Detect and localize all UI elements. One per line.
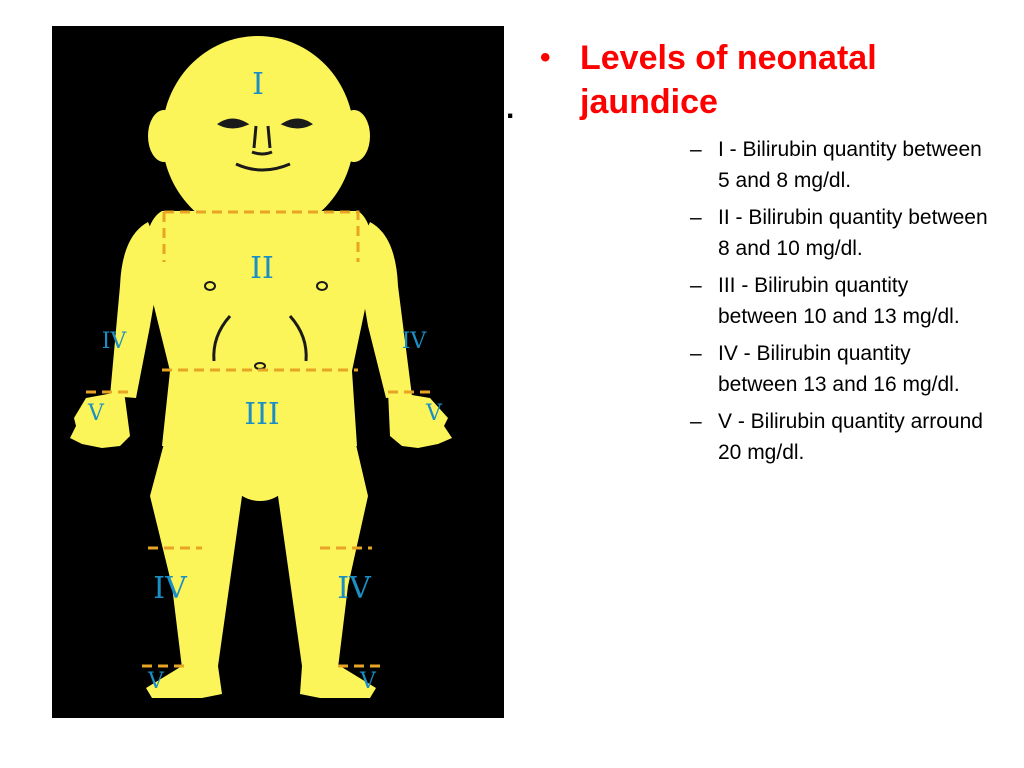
- dash-marker: –: [690, 274, 702, 297]
- zone-label-right-hand: V: [426, 401, 442, 426]
- jaundice-levels-list: [690, 134, 990, 474]
- baby-body-illustration: [52, 26, 504, 718]
- stray-period: .: [506, 92, 515, 125]
- zone-label-left-arm: IV: [101, 329, 127, 354]
- dash-marker: –: [690, 342, 702, 365]
- zone-label-left-leg: IV: [153, 571, 187, 606]
- left-ear-shape: [148, 110, 180, 162]
- level-item: [690, 270, 990, 332]
- level-item: [690, 338, 990, 400]
- crotch-shape: [228, 441, 292, 501]
- level-item: [690, 202, 990, 264]
- level-text: III - Bilirubin quantity between 10 and 13 mg/dl.: [718, 274, 960, 328]
- left-eye: [220, 120, 246, 127]
- zone-label-head: I: [252, 67, 264, 102]
- right-eye: [284, 120, 310, 127]
- dash-marker: –: [690, 410, 702, 433]
- title-text: Levels of neonatal jaundice: [580, 39, 877, 121]
- level-text: I - Bilirubin quantity between 5 and 8 mg/dl.: [718, 138, 982, 192]
- dash-marker: –: [690, 206, 702, 229]
- bullet-icon: •: [540, 41, 551, 74]
- level-text: II - Bilirubin quantity between 8 and 10 mg/dl.: [718, 206, 988, 260]
- dash-marker: –: [690, 138, 702, 161]
- jaundice-zones-figure: [52, 26, 504, 718]
- zone-label-chest: II: [250, 251, 274, 286]
- level-text: V - Bilirubin quantity arround 20 mg/dl.: [718, 410, 983, 464]
- level-item: [690, 134, 990, 196]
- right-hand-shape: [388, 391, 452, 448]
- zone-label-left-foot: V: [148, 669, 164, 694]
- left-arm-shape: [110, 222, 162, 398]
- zone-label-right-leg: IV: [337, 571, 371, 606]
- right-ear-shape: [338, 110, 370, 162]
- level-text: IV - Bilirubin quantity between 13 and 16 mg/dl.: [718, 342, 960, 396]
- slide-title: [540, 36, 980, 124]
- zone-label-left-hand: V: [88, 401, 104, 426]
- level-item: [690, 406, 990, 468]
- zone-label-abdomen: III: [244, 397, 280, 432]
- zone-label-right-arm: IV: [401, 329, 427, 354]
- zone-label-right-foot: V: [360, 669, 376, 694]
